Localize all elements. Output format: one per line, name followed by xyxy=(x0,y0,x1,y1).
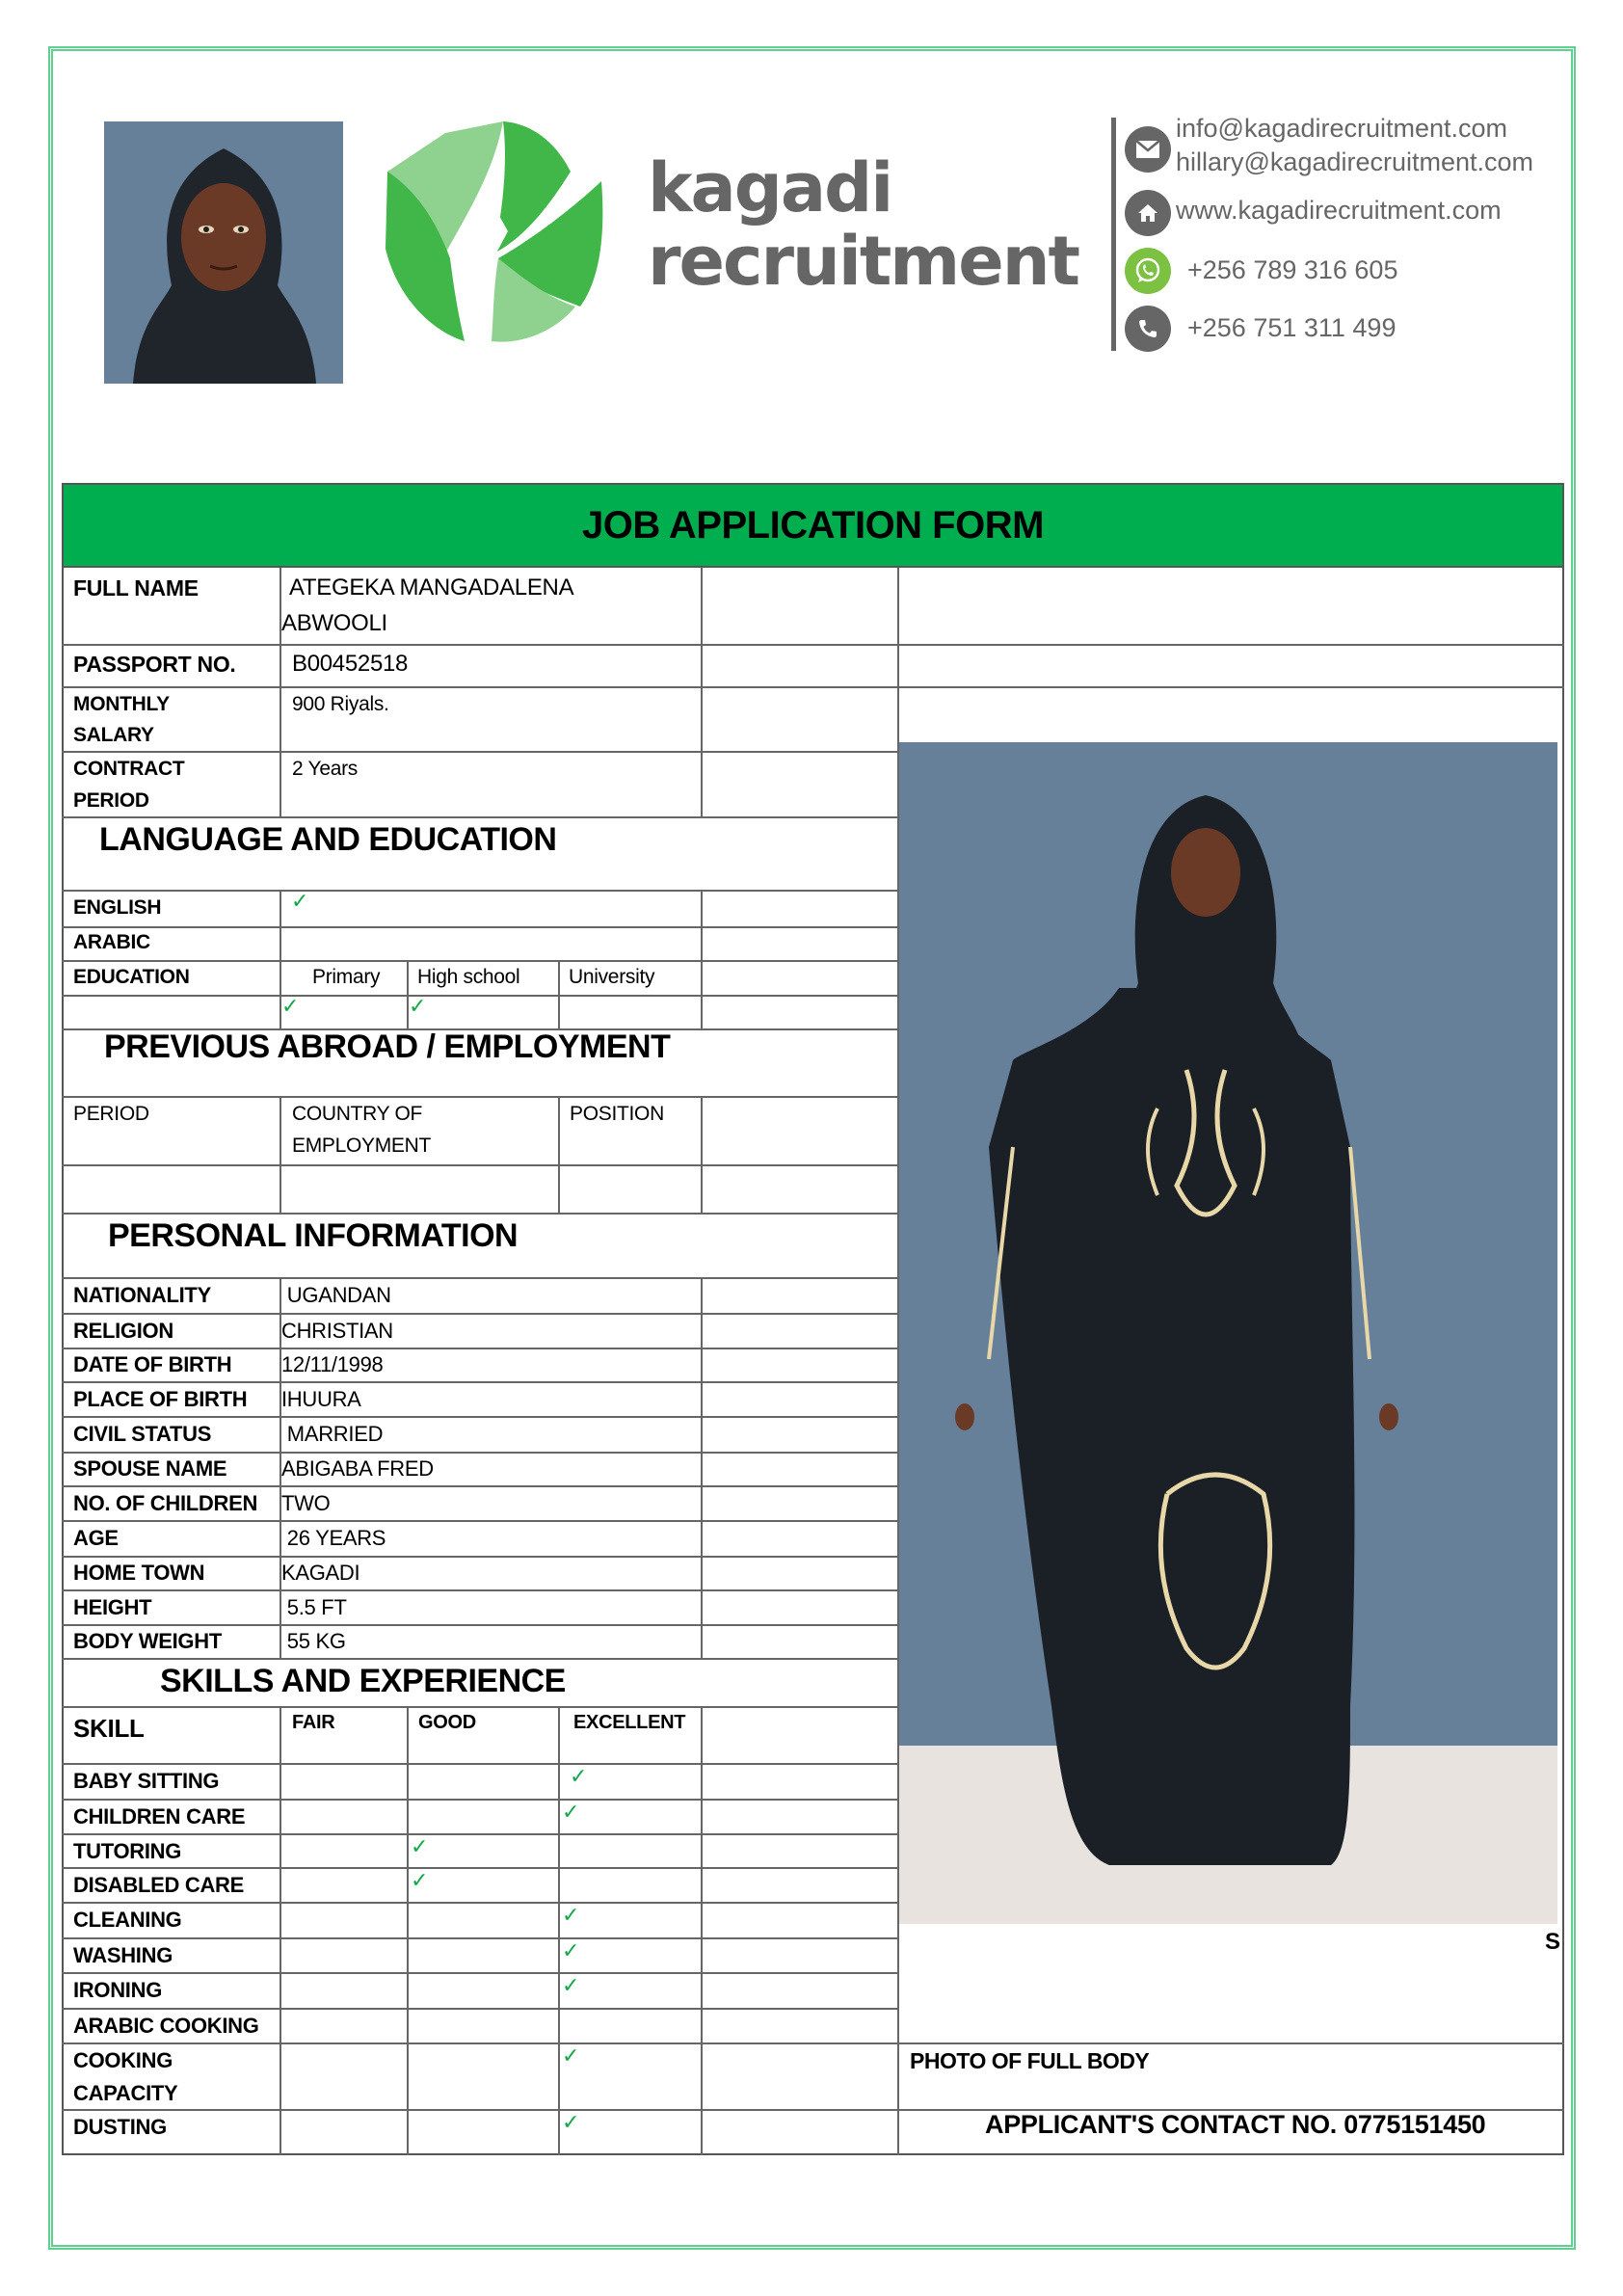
contact-email-info[interactable]: info@kagadirecruitment.com xyxy=(1176,114,1508,143)
personal-value: KAGADI xyxy=(281,1561,360,1585)
personal-label: CIVIL STATUS xyxy=(73,1422,212,1446)
personal-value: IHUURA xyxy=(281,1387,361,1411)
skill-label: CLEANING xyxy=(73,1908,182,1932)
row-line xyxy=(62,995,897,997)
skill-rating-check-icon[interactable]: ✓ xyxy=(570,1765,588,1789)
skill-rating-check-icon[interactable]: ✓ xyxy=(562,1974,580,1998)
kagadi-logo-mark xyxy=(378,114,611,349)
contact-whatsapp[interactable]: +256 789 316 605 xyxy=(1187,255,1398,284)
excellent-column-header: EXCELLENT xyxy=(573,1712,686,1733)
personal-label: HEIGHT xyxy=(73,1595,152,1619)
skill-label-1: COOKING xyxy=(73,2048,173,2072)
passport-value: B00452518 xyxy=(292,651,409,677)
col-line xyxy=(701,1096,703,1213)
col-line xyxy=(701,568,703,816)
good-column-header: GOOD xyxy=(418,1712,476,1733)
col-line xyxy=(407,1706,409,2155)
row-line xyxy=(62,1520,897,1522)
row-line xyxy=(62,1706,897,1708)
col-line xyxy=(558,1096,560,1213)
employment-col-position: POSITION xyxy=(570,1103,664,1125)
col-line xyxy=(279,1706,281,2155)
skills-section-title: SKILLS AND EXPERIENCE xyxy=(160,1663,566,1699)
personal-value: MARRIED xyxy=(281,1422,384,1446)
skill-column-header: SKILL xyxy=(73,1714,145,1743)
photo-caption: PHOTO OF FULL BODY xyxy=(910,2048,1150,2073)
personal-value: 55 KG xyxy=(281,1629,346,1653)
personal-value: 26 YEARS xyxy=(281,1526,386,1550)
contact-website[interactable]: www.kagadirecruitment.com xyxy=(1176,196,1502,225)
full-name-value-line2: ABWOOLI xyxy=(281,610,387,636)
personal-section-title: PERSONAL INFORMATION xyxy=(108,1217,519,1254)
home-icon xyxy=(1125,190,1171,236)
personal-value: 12/11/1998 xyxy=(281,1352,384,1376)
personal-value: CHRISTIAN xyxy=(281,1319,393,1343)
col-line xyxy=(701,1706,703,2155)
high-school-check-icon[interactable]: ✓ xyxy=(409,995,427,1019)
full-body-photo xyxy=(897,742,1557,1924)
row-line xyxy=(62,1833,897,1835)
personal-label: PLACE OF BIRTH xyxy=(73,1387,248,1411)
skill-label: IRONING xyxy=(73,1978,163,2002)
employment-col-country-line1: COUNTRY OF xyxy=(292,1103,423,1125)
row-line xyxy=(62,1937,897,1939)
stray-letter: S xyxy=(1545,1929,1561,1955)
row-line xyxy=(62,1313,897,1315)
education-primary: Primary xyxy=(312,966,381,988)
row-line xyxy=(62,1213,897,1215)
skill-rating-check-icon[interactable]: ✓ xyxy=(562,2111,580,2135)
language-section-title: LANGUAGE AND EDUCATION xyxy=(99,821,557,858)
salary-value: 900 Riyals. xyxy=(292,693,389,715)
row-line xyxy=(62,751,897,753)
skill-label: CHILDREN CARE xyxy=(73,1804,246,1829)
personal-value: ABIGABA FRED xyxy=(281,1456,434,1481)
skill-rating-check-icon[interactable]: ✓ xyxy=(562,1801,580,1825)
headshot-illustration xyxy=(104,121,343,384)
col-line xyxy=(701,1277,703,1658)
personal-value: UGANDAN xyxy=(281,1283,391,1307)
col-line xyxy=(897,568,899,2155)
skill-label: BABY SITTING xyxy=(73,1769,220,1793)
row-line xyxy=(62,890,897,892)
skill-label: DISABLED CARE xyxy=(73,1873,244,1897)
col-line xyxy=(558,1706,560,2155)
employment-section-title: PREVIOUS ABROAD / EMPLOYMENT xyxy=(104,1028,671,1065)
contact-divider xyxy=(1111,118,1116,351)
salary-label-line2: SALARY xyxy=(73,724,154,746)
envelope-icon xyxy=(1125,126,1171,173)
row-line xyxy=(62,1164,897,1166)
full-body-illustration xyxy=(897,742,1557,1924)
brand-line-1: kagadi xyxy=(648,148,892,227)
primary-check-icon[interactable]: ✓ xyxy=(281,995,300,1019)
passport-label: PASSPORT NO. xyxy=(73,652,236,677)
applicant-headshot xyxy=(104,121,343,384)
skill-label: TUTORING xyxy=(73,1839,182,1863)
applicant-contact-number: APPLICANT'S CONTACT NO. 0775151450 xyxy=(985,2110,1486,2139)
contract-label-line1: CONTRACT xyxy=(73,758,185,780)
col-line xyxy=(558,960,560,1028)
contract-label-line2: PERIOD xyxy=(73,789,149,812)
personal-label: DATE OF BIRTH xyxy=(73,1352,232,1376)
row-line xyxy=(62,1902,897,1904)
english-label: ENGLISH xyxy=(73,896,162,919)
row-line xyxy=(62,926,897,928)
personal-label: AGE xyxy=(73,1526,119,1550)
personal-label: RELIGION xyxy=(73,1319,173,1343)
form-title-bar xyxy=(62,483,1564,568)
form-title: JOB APPLICATION FORM xyxy=(582,503,1044,547)
arabic-label: ARABIC xyxy=(73,931,150,953)
brand-wordmark xyxy=(648,148,1079,301)
personal-label: NO. OF CHILDREN xyxy=(73,1491,258,1515)
skill-label: DUSTING xyxy=(73,2115,167,2139)
skill-rating-check-icon[interactable]: ✓ xyxy=(411,1835,429,1859)
contact-phone[interactable]: +256 751 311 499 xyxy=(1187,313,1397,342)
full-name-label: FULL NAME xyxy=(73,575,199,601)
personal-label: BODY WEIGHT xyxy=(73,1629,222,1653)
brand-line-2: recruitment xyxy=(648,222,1079,301)
skill-rating-check-icon[interactable]: ✓ xyxy=(562,1939,580,1963)
education-university: University xyxy=(569,966,655,988)
col-line xyxy=(279,1096,281,1213)
full-name-value-line1: ATEGEKA MANGADALENA xyxy=(289,574,574,601)
education-high-school: High school xyxy=(417,966,520,988)
row-line xyxy=(62,1972,897,1974)
col-line xyxy=(701,890,703,1028)
skill-rating-check-icon[interactable]: ✓ xyxy=(411,1869,429,1893)
personal-label: HOME TOWN xyxy=(73,1561,205,1585)
skill-label: WASHING xyxy=(73,1943,173,1967)
personal-value: TWO xyxy=(281,1491,331,1515)
skill-label: ARABIC COOKING xyxy=(73,2014,259,2038)
fair-column-header: FAIR xyxy=(292,1712,335,1733)
english-check-icon[interactable]: ✓ xyxy=(291,890,309,914)
row-line xyxy=(62,1658,897,1660)
contact-email-hillary[interactable]: hillary@kagadirecruitment.com xyxy=(1176,147,1534,176)
row-line xyxy=(62,1589,897,1591)
row-line xyxy=(62,644,1564,646)
row-line xyxy=(62,1096,897,1098)
personal-label: NATIONALITY xyxy=(73,1283,211,1307)
row-line xyxy=(62,686,1564,688)
salary-label-line1: MONTHLY xyxy=(73,693,170,715)
personal-label: SPOUSE NAME xyxy=(73,1456,227,1481)
phone-icon xyxy=(1125,306,1171,352)
row-line xyxy=(62,816,897,818)
skill-rating-check-icon[interactable]: ✓ xyxy=(562,2044,580,2069)
col-line xyxy=(279,568,281,816)
whatsapp-icon xyxy=(1125,248,1171,294)
contract-value: 2 Years xyxy=(292,758,358,780)
skill-label-2: CAPACITY xyxy=(73,2081,178,2105)
row-line xyxy=(62,2042,1564,2044)
skill-rating-check-icon[interactable]: ✓ xyxy=(562,1904,580,1928)
employment-col-period: PERIOD xyxy=(73,1103,149,1125)
employment-col-country-line2: EMPLOYMENT xyxy=(292,1135,432,1157)
personal-value: 5.5 FT xyxy=(281,1595,347,1619)
education-label: EDUCATION xyxy=(73,966,190,988)
